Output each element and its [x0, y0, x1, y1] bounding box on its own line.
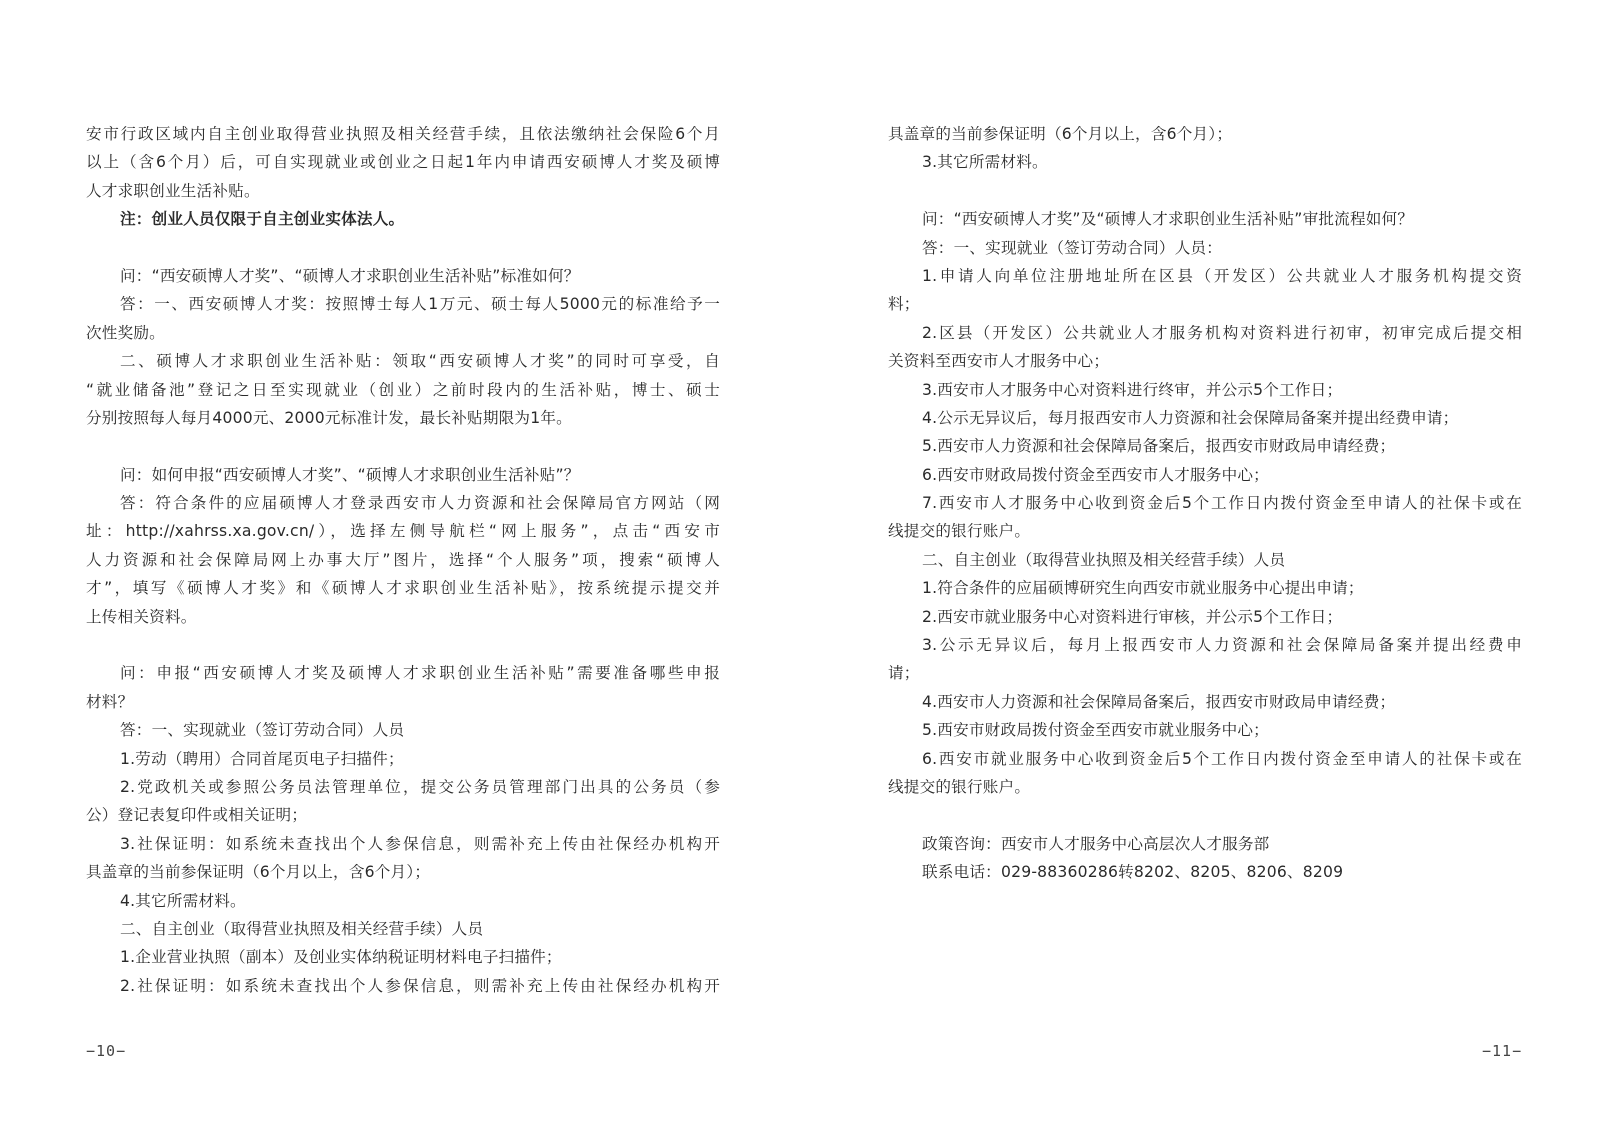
left-page-body — [86, 120, 720, 1000]
text-line: 问：“西安硕博人才奖”及“硕博人才求职创业生活补贴”审批流程如何？ — [922, 210, 1414, 229]
text-line: 4.西安市人力资源和社会保障局备案后，报西安市财政局申请经费； — [922, 692, 1396, 711]
text-line: 3.公示无异议后，每月上报西安市人力资源和社会保障局备案并提出经费申 — [922, 636, 1522, 655]
text-line: 料； — [888, 295, 920, 314]
text-line: 1.申请人向单位注册地址所在区县（开发区）公共就业人才服务机构提交资 — [922, 266, 1522, 285]
text-line: 1.劳动（聘用）合同首尾页电子扫描件； — [120, 749, 404, 768]
text-line: 6.西安市财政局拨付资金至西安市人才服务中心； — [922, 465, 1269, 484]
text-line: 次性奖励。 — [86, 323, 165, 342]
text-line: 分别按照每人每月4000元、2000元标准计发，最长补贴期限为1年。 — [86, 408, 572, 427]
text-line: 具盖章的当前参保证明（6个月以上，含6个月）； — [86, 863, 431, 882]
page-number-left: −10− — [86, 1042, 127, 1060]
text-line: 7.西安市人才服务中心收到资金后5个工作日内拨付资金至申请人的社保卡或在 — [922, 494, 1522, 513]
text-line: 2.区县（开发区）公共就业人才服务机构对资料进行初审，初审完成后提交相 — [922, 323, 1522, 342]
text-line: 问：“西安硕博人才奖”、“硕博人才求职创业生活补贴”标准如何？ — [120, 266, 580, 285]
text-line: 答：符合条件的应届硕博人才登录西安市人力资源和社会保障局官方网站（网 — [120, 494, 720, 513]
text-line: 问：如何申报“西安硕博人才奖”、“硕博人才求职创业生活补贴”？ — [120, 465, 580, 484]
text-line: 答：一、西安硕博人才奖：按照博士每人1万元、硕士每人5000元的标准给予一 — [120, 295, 720, 314]
text-line: 3.其它所需材料。 — [922, 153, 1048, 172]
text-line: 联系电话：029-88360286转8202、8205、8206、8209 — [922, 863, 1344, 882]
paragraph-spacer — [86, 234, 720, 262]
text-line: 2.社保证明：如系统未查找出个人参保信息，则需补充上传由社保经办机构开 — [120, 976, 720, 995]
text-line: 二、自主创业（取得营业执照及相关经营手续）人员 — [120, 919, 484, 938]
paragraph-spacer — [86, 631, 720, 659]
text-line: 6.西安市就业服务中心收到资金后5个工作日内拨付资金至申请人的社保卡或在 — [922, 749, 1522, 768]
text-line: 人才求职创业生活补贴。 — [86, 181, 260, 200]
text-line: 址：http://xahrss.xa.gov.cn/），选择左侧导航栏“网上服务”，点击“西安市 — [86, 522, 720, 541]
text-line: 2.西安市就业服务中心对资料进行审核，并公示5个工作日； — [922, 607, 1343, 626]
text-line: 才”，填写《硕博人才奖》和《硕博人才求职创业生活补贴》，按系统提示提交并 — [86, 579, 720, 598]
text-line: 问：申报“西安硕博人才奖及硕博人才求职创业生活补贴”需要准备哪些申报 — [120, 664, 720, 683]
text-line: 5.西安市人力资源和社会保障局备案后，报西安市财政局申请经费； — [922, 437, 1396, 456]
text-line: 安市行政区域内自主创业取得营业执照及相关经营手续，且依法缴纳社会保险6个月 — [86, 125, 720, 143]
text-line: 上传相关资料。 — [86, 607, 197, 626]
text-line: 具盖章的当前参保证明（6个月以上，含6个月）； — [888, 125, 1233, 143]
text-line: 线提交的银行账户。 — [888, 522, 1031, 541]
paragraph-spacer — [888, 177, 1522, 205]
text-line: 公）登记表复印件或相关证明； — [86, 806, 308, 825]
text-line: 3.社保证明：如系统未查找出个人参保信息，则需补充上传由社保经办机构开 — [120, 834, 720, 853]
text-line: 答：一、实现就业（签订劳动合同）人员 — [120, 721, 405, 740]
text-line: 3.西安市人才服务中心对资料进行终审，并公示5个工作日； — [922, 380, 1343, 399]
text-line: 1.企业营业执照（副本）及创业实体纳税证明材料电子扫描件； — [120, 948, 562, 967]
text-line: 关资料至西安市人才服务中心； — [888, 352, 1110, 371]
text-line: 以上（含6个月）后，可自实现就业或创业之日起1年内申请西安硕博人才奖及硕博 — [86, 153, 720, 172]
text-line: 材料？ — [86, 692, 134, 711]
text-line: 1.符合条件的应届硕博研究生向西安市就业服务中心提出申请； — [922, 579, 1364, 598]
text-line: 5.西安市财政局拨付资金至西安市就业服务中心； — [922, 721, 1269, 740]
right-page-body — [888, 120, 1522, 887]
text-line: 二、自主创业（取得营业执照及相关经营手续）人员 — [922, 550, 1286, 569]
paragraph-spacer — [888, 801, 1522, 829]
text-line: 2.党政机关或参照公务员法管理单位，提交公务员管理部门出具的公务员（参 — [120, 777, 720, 796]
text-line: 线提交的银行账户。 — [888, 777, 1031, 796]
text-line: 人力资源和社会保障局网上办事大厅”图片，选择“个人服务”项，搜索“硕博人 — [86, 550, 720, 569]
text-line: 政策咨询：西安市人才服务中心高层次人才服务部 — [922, 834, 1270, 853]
text-line: 注：创业人员仅限于自主创业实体法人。 — [120, 210, 405, 229]
text-line: 请； — [888, 664, 920, 683]
text-line: 4.其它所需材料。 — [120, 891, 246, 910]
text-line: 二、硕博人才求职创业生活补贴：领取“西安硕博人才奖”的同时可享受，自 — [120, 352, 720, 371]
page-number-right: −11− — [1482, 1042, 1523, 1060]
text-line: 4.公示无异议后，每月报西安市人力资源和社会保障局备案并提出经费申请； — [922, 408, 1459, 427]
text-line: “就业储备池”登记之日至实现就业（创业）之前时段内的生活补贴，博士、硕士 — [86, 380, 720, 399]
paragraph-spacer — [86, 432, 720, 460]
text-line: 答：一、实现就业（签订劳动合同）人员： — [922, 238, 1223, 257]
